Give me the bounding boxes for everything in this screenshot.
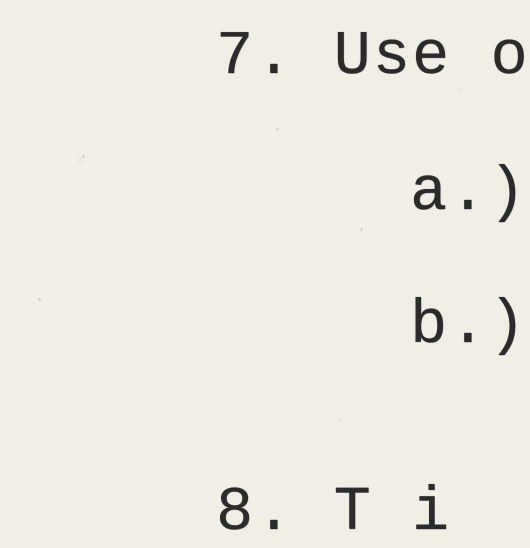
paper-speck [82, 155, 85, 158]
list-item-7-text: 7. Use o [216, 21, 530, 92]
sub-item-a-marker: a.) [410, 157, 528, 228]
list-item-8-text: 8. T i [216, 477, 452, 548]
paper-speck [38, 298, 41, 301]
sub-item-b-marker: b.) [410, 290, 528, 361]
paper-speck [276, 128, 279, 131]
paper-speck [360, 228, 363, 231]
